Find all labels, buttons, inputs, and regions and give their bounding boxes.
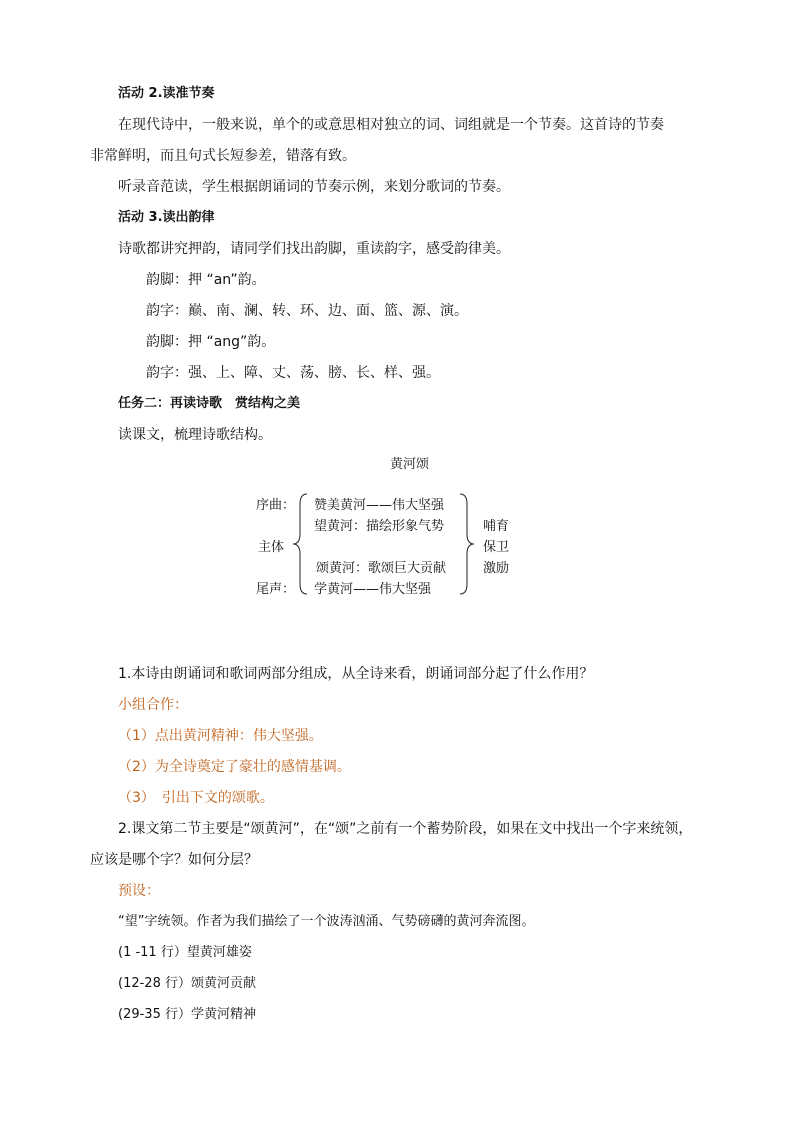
question-2-line1: 2.课文第二节主要是“颂黄河”，在“颂”之前有一个蓄势阶段，如果在文中找出一个字来统领， [118,821,693,837]
task2-instruction: 读课文，梳理诗歌结构。 [118,427,272,443]
group-work-label: 小组合作： [118,697,188,713]
activity2-heading: 活动 2.读准节奏 [118,86,215,101]
right-brace [457,492,477,596]
rhyme-chars-1: 韵字：巅、南、澜、转、环、边、面、篮、源、演。 [146,303,468,319]
layer-1: (1 -11 行）望黄河雄姿 [118,945,252,960]
right-defend: 保卫 [483,540,510,555]
rhyme-chars-2: 韵字：强、上、障、丈、荡、膀、长、样、强。 [146,365,440,381]
activity3-heading: 活动 3.读出韵律 [118,210,215,225]
left-brace [290,492,310,596]
question-2-line2: 应该是哪个字？如何分层？ [90,852,258,868]
label-main-body: 主体 [258,540,285,555]
right-nurture: 哺育 [483,519,510,534]
activity2-paragraph-line1: 在现代诗中，一般来说，单个的或意思相对独立的词、词组就是一个节奏。这首诗的节奏 [118,117,664,133]
diagram-title: 黄河颂 [390,457,430,472]
task2-heading: 任务二：再读诗歌 赏结构之美 [118,396,301,411]
item-watch: 望黄河：描绘形象气势 [314,519,445,534]
q1-answer-1: （1）点出黄河精神：伟大坚强。 [118,728,323,744]
preset-label: 预设： [118,883,160,899]
item-praise: 赞美黄河——伟大坚强 [314,498,445,513]
label-prelude: 序曲： [256,498,296,513]
rhyme-line-1: 韵脚：押 “an”韵。 [146,272,266,288]
activity3-intro: 诗歌都讲究押韵，请同学们找出韵脚，重读韵字，感受韵律美。 [118,241,510,257]
rhyme-line-2: 韵脚：押 “ang”韵。 [146,334,276,350]
activity2-paragraph-line2: 非常鲜明，而且句式长短参差，错落有致。 [90,148,356,164]
item-extol: 颂黄河：歌颂巨大贡献 [316,561,447,576]
layer-3: (29-35 行）学黄河精神 [118,1007,256,1022]
q1-answer-2: （2）为全诗奠定了豪壮的感情基调。 [118,759,351,775]
label-epilogue: 尾声： [256,582,296,597]
q1-answer-3: （3） 引出下文的颂歌。 [118,790,274,806]
right-inspire: 激励 [483,561,510,576]
q2-intro: “望”字统领。作者为我们描绘了一个波涛汹涌、气势磅礴的黄河奔流图。 [118,914,535,929]
question-1: 1.本诗由朗诵词和歌词两部分组成，从全诗来看，朗诵词部分起了什么作用？ [118,666,594,682]
item-learn: 学黄河——伟大坚强 [314,582,432,597]
layer-2: (12-28 行）颂黄河贡献 [118,976,256,991]
activity2-paragraph2: 听录音范读，学生根据朗诵词的节奏示例，来划分歌词的节奏。 [118,179,510,195]
